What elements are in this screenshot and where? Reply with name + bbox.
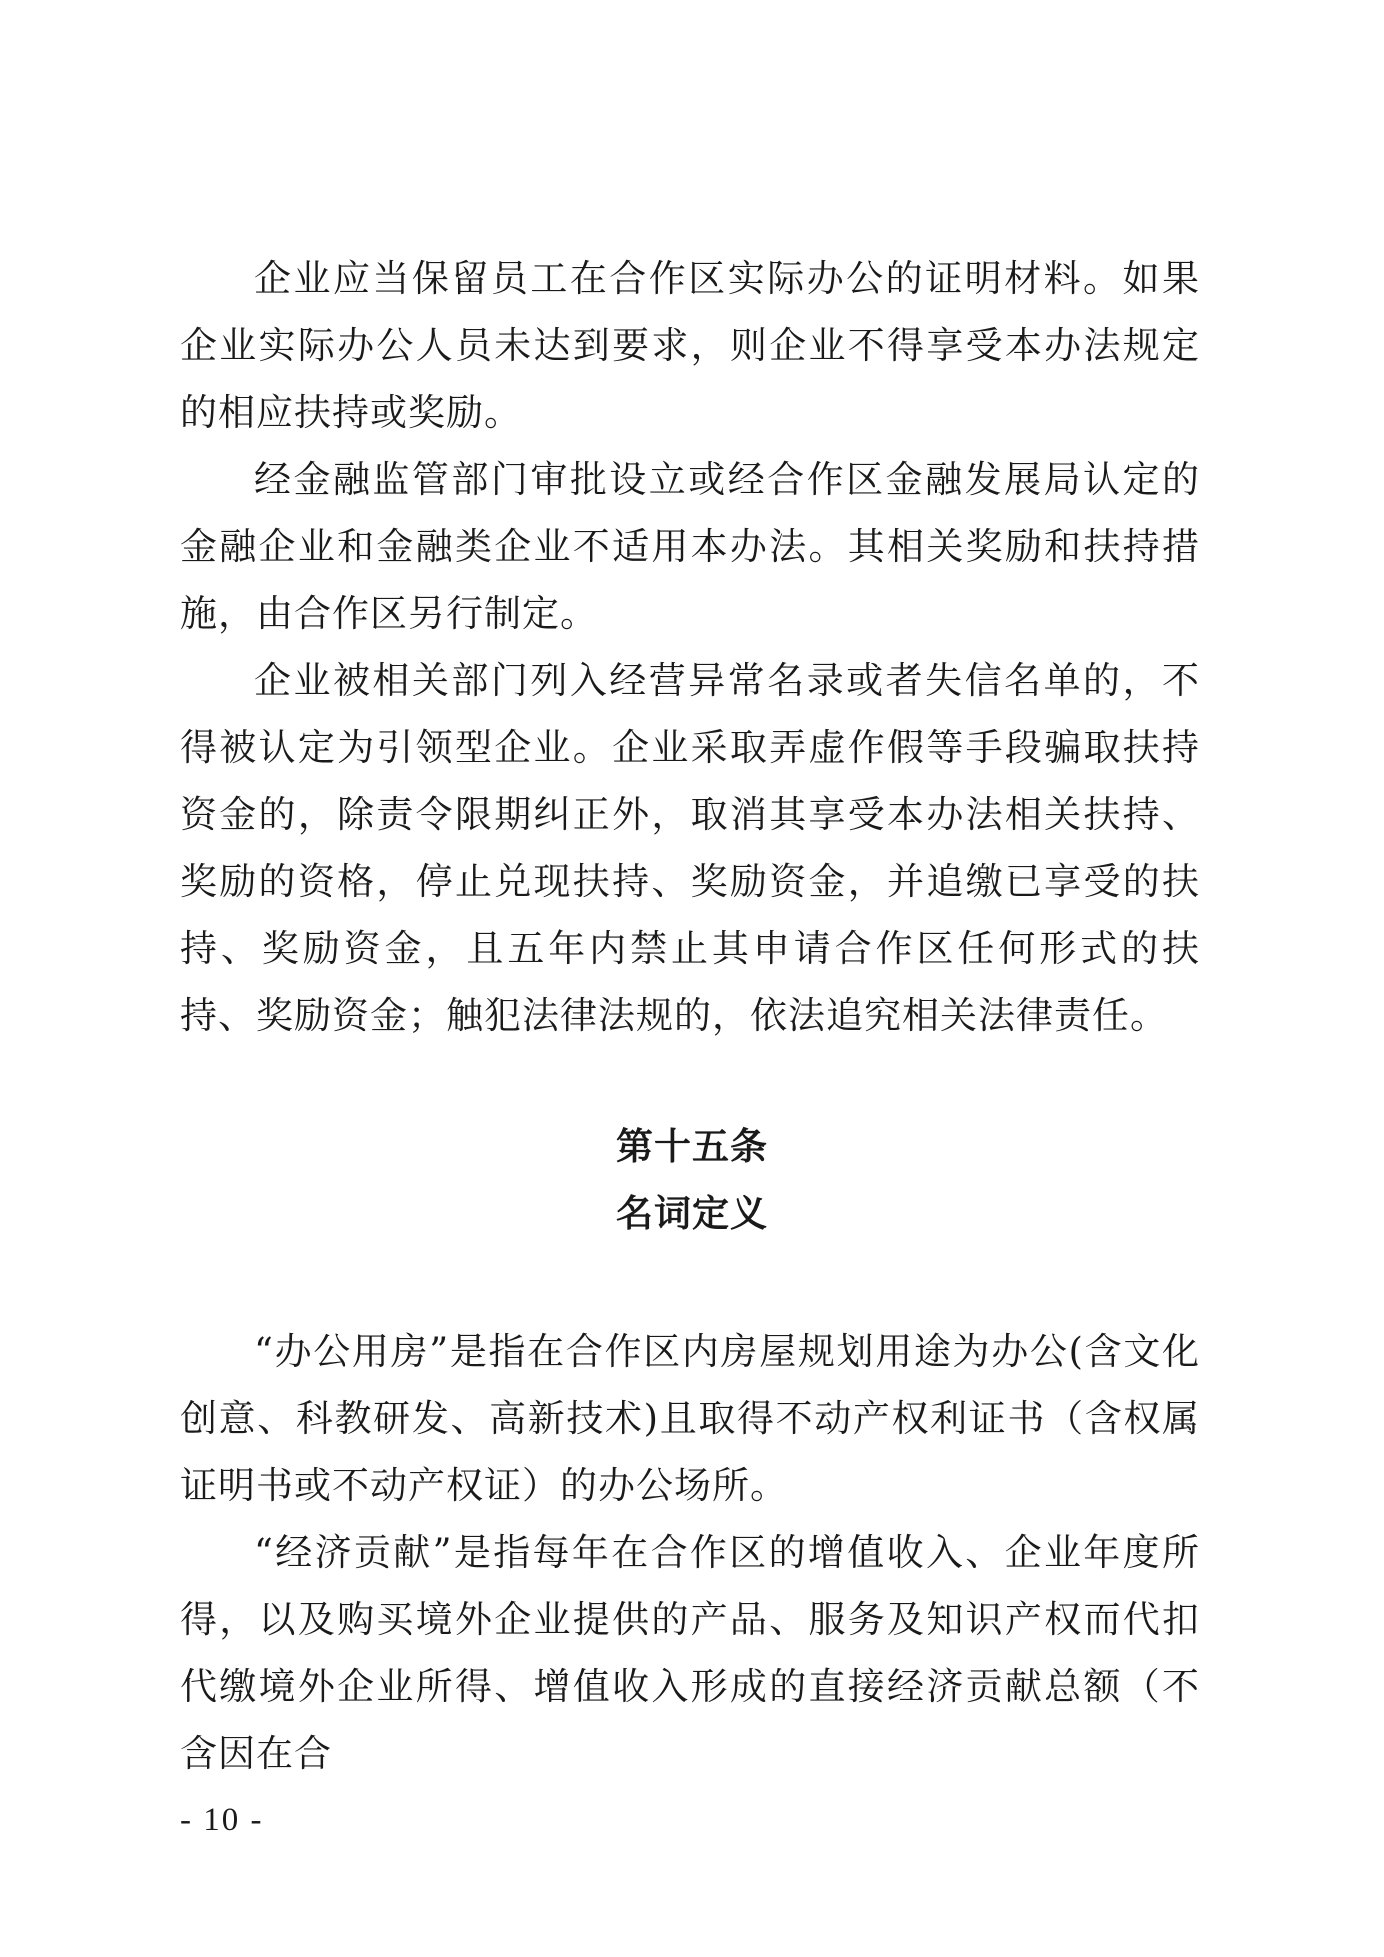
paragraph-office-proof: 企业应当保留员工在合作区实际办公的证明材料。如果企业实际办公人员未达到要求，则企业不得享受本办法规定的相应扶持或奖励。 (180, 257, 1200, 434)
paragraph-economic-contribution: “经济贡献”是指每年在合作区的增值收入、企业年度所得，以及购买境外企业提供的产品、服务及知识产权而代扣代缴境外企业所得、增值收入形成的直接经济贡献总额（不含因在合 (180, 1531, 1200, 1775)
paragraph-dishonest-penalty: 企业被相关部门列入经营异常名录或者失信名单的，不得被认定为引领型企业。企业采取弄虚作假等手段骗取扶持资金的，除责令限期纠正外，取消其享受本办法相关扶持、奖励的资格，停止兑现扶持、奖励资金，并追缴已享受的扶持、奖励资金，且五年内禁止其申请合作区任何形式的扶持、奖励资金；触犯法律法规的，依法追究相关法律责任。 (180, 659, 1200, 1037)
paragraph-financial-exclusion: 经金融监管部门审批设立或经合作区金融发展局认定的金融企业和金融类企业不适用本办法。其相关奖励和扶持措施，由合作区另行制定。 (180, 458, 1200, 635)
page-number: - 10 - (180, 1802, 264, 1838)
body-text-top (180, 245, 1200, 1049)
article-title: 名词定义 (616, 1192, 768, 1235)
paragraph-office-definition: “办公用房”是指在合作区内房屋规划用途为办公(含文化创意、科教研发、高新技术)且取得不动产权利证书（含权属证明书或不动产权证）的办公场所。 (180, 1330, 1200, 1507)
body-text-bottom (180, 1318, 1200, 1787)
article-number: 第十五条 (616, 1125, 768, 1168)
